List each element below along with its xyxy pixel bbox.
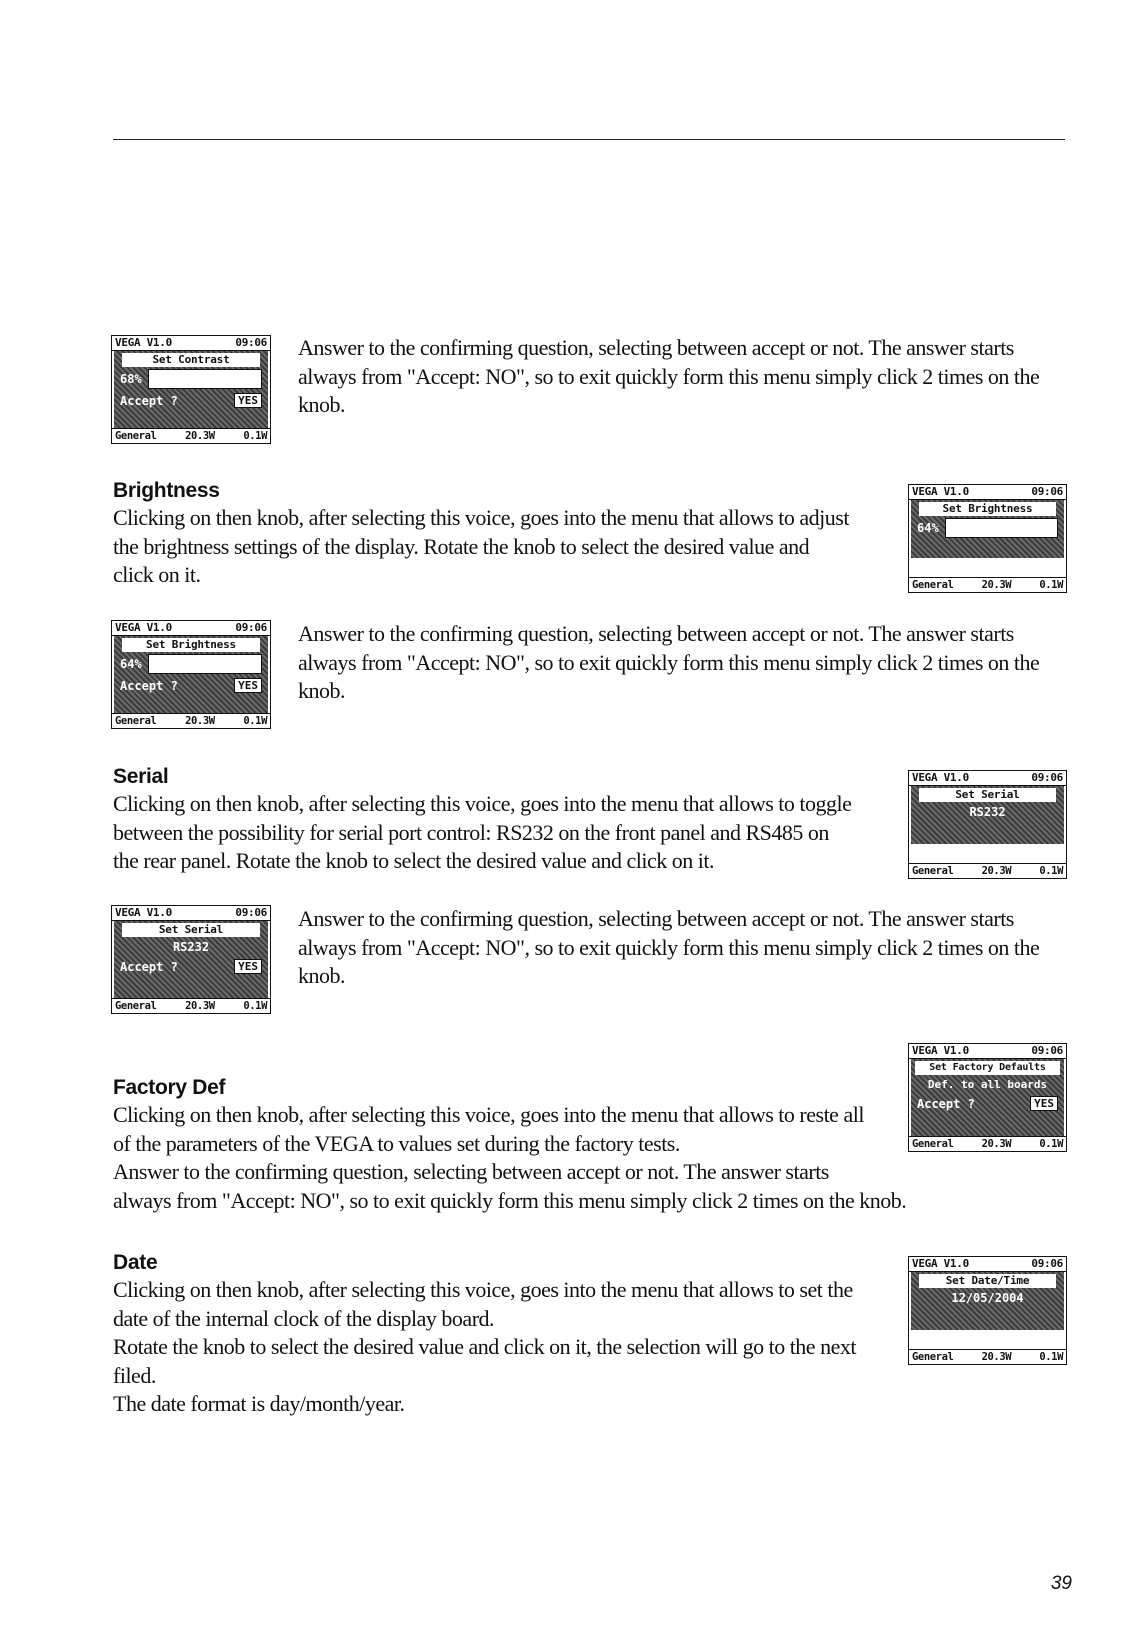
lcd-brightness: VEGA V1.0 09:06 Set Brightness 64% General 20.3W 0.1W (908, 484, 1067, 593)
paragraph-serial-accept: Answer to the confirming question, selecting between accept or not. The answer starts always from "Accept: NO", so to exit quickly form this menu simply click 2 times on the knob. (298, 906, 1040, 988)
page-number: 39 (1050, 1573, 1072, 1594)
paragraph-brightness-accept: Answer to the confirming question, selecting between accept or not. The answer starts always from "Accept: NO", so to exit quickly form this menu simply click 2 times on the knob. (298, 621, 1040, 703)
lcd-title: Set Factory Defaults (915, 1061, 1060, 1075)
lcd-title: Set Brightness (919, 502, 1056, 516)
lcd-brightness-accept: VEGA V1.0 09:06 Set Brightness 64% Accept ? YES General 20.3W 0.1W (111, 620, 271, 729)
lcd-value: 64% (917, 521, 939, 535)
lcd-factory-defaults: VEGA V1.0 09:06 Set Factory Defaults Def. to all boards Accept ? YES General 20.3W 0.1W (908, 1043, 1067, 1152)
lcd-header (112, 336, 270, 351)
lcd-serial-accept: VEGA V1.0 09:06 Set Serial RS232 Accept ? YES General 20.3W 0.1W (111, 905, 271, 1014)
lcd-title: Set Serial (919, 788, 1056, 802)
heading-date: Date (113, 1251, 158, 1274)
paragraph-factory-def: Clicking on then knob, after selecting this voice, goes into the menu that allows to reste all of the parameters of the VEGA to values set during the factory tests. Answer to the confirming question, selecting between accept or not. The answer starts always from "Accept: NO", so to exit quickly form this menu simply click 2 times on the knob. (113, 1102, 907, 1213)
paragraph-contrast-accept: Answer to the confirming question, selecting between accept or not. The answer starts always from "Accept: NO", so to exit quickly form this menu simply click 2 times on the knob. (298, 335, 1040, 417)
lcd-contrast-accept (111, 335, 271, 444)
lcd-value-bar (945, 518, 1058, 538)
lcd-value: 68% (120, 372, 142, 386)
heading-factory-def: Factory Def (113, 1076, 226, 1099)
lcd-version: VEGA V1.0 (115, 336, 172, 349)
paragraph-brightness: Clicking on then knob, after selecting this voice, goes into the menu that allows to adjust the brightness settings of the display. Rotate the knob to select the desired value and click on it. (113, 505, 849, 587)
paragraph-serial: Clicking on then knob, after selecting this voice, goes into the menu that allows to toggle between the possibility for serial port control: RS232 on the front panel and RS485 on the rear panel. Rotate the knob to select the desired value and click on it. (113, 791, 852, 873)
lcd-serial: VEGA V1.0 09:06 Set Serial RS232 General 20.3W 0.1W (908, 770, 1067, 879)
lcd-title: Set Contrast (122, 353, 260, 367)
lcd-title: Set Date/Time (919, 1274, 1056, 1288)
lcd-value-bar (148, 369, 262, 389)
paragraph-date: Clicking on then knob, after selecting this voice, goes into the menu that allows to set the date of the internal clock of the display board. Rotate the knob to select the desired value and click on it, the selection will go to the next filed. The date format is day/month/year. (113, 1277, 856, 1416)
lcd-value: RS232 (969, 805, 1006, 819)
lcd-footer: General 20.3W 0.1W (112, 428, 270, 443)
lcd-value: Def. to all boards (927, 1078, 1048, 1091)
heading-brightness: Brightness (113, 479, 220, 502)
lcd-time: 09:06 (235, 336, 267, 349)
lcd-date: VEGA V1.0 09:06 Set Date/Time 12/05/2004 General 20.3W 0.1W (908, 1256, 1067, 1365)
lcd-accept-label: Accept ? (120, 393, 178, 408)
heading-serial: Serial (113, 765, 169, 788)
lcd-yes-label: YES (234, 393, 262, 408)
header-rule (113, 139, 1065, 140)
lcd-value: 12/05/2004 (951, 1291, 1024, 1305)
